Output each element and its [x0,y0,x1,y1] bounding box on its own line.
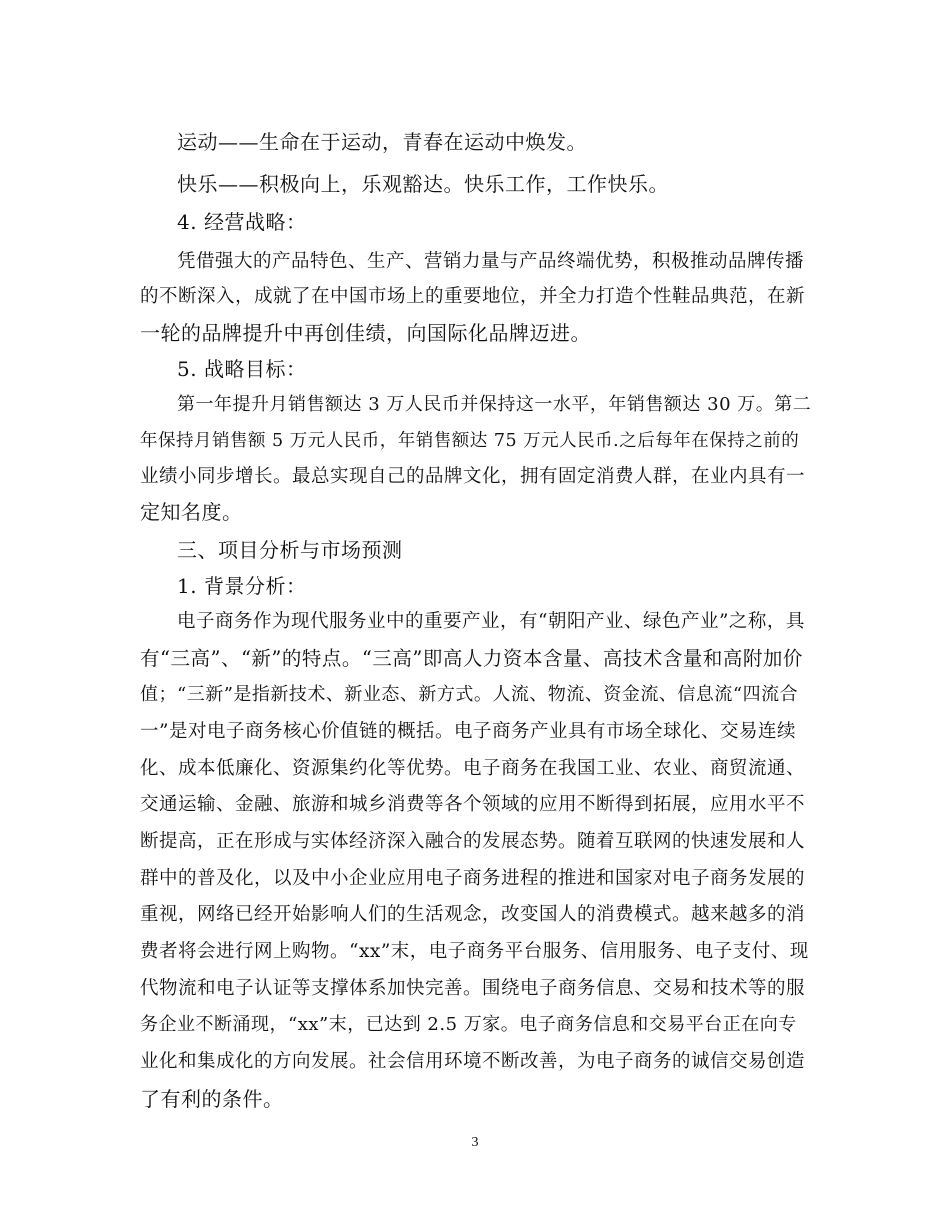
paragraph-line: 快乐——积极向上，乐观豁达。快乐工作，工作快乐。 [177,172,669,196]
section-heading: 4. 经营战略： [177,210,307,234]
paragraph-line: 断提高，正在形成与实体经济深入融合的发展态势。随着互联网的快速发展和人 [140,831,806,852]
paragraph-line: 有“三高”、“新”的特点。“三高”即高人力资本含量、高技术含量和高附加价 [140,647,803,670]
page-number: 3 [471,1135,479,1150]
paragraph-line: 代物流和电子认证等支撑体系加快完善。围绕电子商务信息、交易和技术等的服 [140,978,806,999]
paragraph-line: 电子商务作为现代服务业中的重要产业，有“朝阳产业、绿色产业”之称，具 [177,611,805,632]
section-heading: 三、项目分析与市场预测 [177,538,403,562]
paragraph-line: 定知名度。 [140,500,243,524]
section-heading: 1. 背景分析： [177,574,307,598]
paragraph-line: 业绩小同步增长。最总实现自己的品牌文化，拥有固定消费人群，在业内具有一 [140,466,806,487]
paragraph-line: 第一年提升月销售额达 3 万人民币并保持这一水平，年销售额达 30 万。第二 [177,394,812,415]
paragraph-line: 值；“三新”是指新技术、新业态、新方式。人流、物流、资金流、信息流“四流合 [140,684,799,705]
paragraph-line: 一轮的品牌提升中再创佳绩，向国际化品牌迈进。 [140,321,591,345]
paragraph-line: 化、成本低廉化、资源集约化等优势。电子商务在我国工业、农业、商贸流通、 [140,758,806,779]
paragraph-line: 重视，网络已经开始影响人们的生活观念，改变国人的消费模式。越来越多的消 [140,904,806,925]
paragraph-line: 年保持月销售额 5 万元人民币，年销售额达 75 万元人民币.之后每年在保持之前的 [140,431,800,451]
paragraph-line: 凭借强大的产品特色、生产、营销力量与产品终端优势，积极推动品牌传播 [177,251,805,272]
paragraph-line: 业化和集成化的方向发展。社会信用环境不断改善，为电子商务的诚信交易创造 [140,1051,806,1072]
paragraph-line: 的不断深入，成就了在中国市场上的重要地位，并全力打造个性鞋品典范，在新 [140,286,806,307]
paragraph-line: 了有利的条件。 [140,1087,284,1111]
paragraph-line: 交通运输、金融、旅游和城乡消费等各个领域的应用不断得到拓展，应用水平不 [140,794,806,815]
paragraph-line: 费者将会进行网上购物。“xx”末，电子商务平台服务、信用服务、电子支付、现 [140,941,809,962]
paragraph-line: 群中的普及化，以及中小企业应用电子商务进程的推进和国家对电子商务发展的 [140,868,806,889]
paragraph-line: 运动——生命在于运动，青春在运动中焕发。 [177,130,587,154]
paragraph-line: 务企业不断涌现，“xx”末，已达到 2.5 万家。电子商务信息和交易平台正在向专 [140,1014,797,1035]
paragraph-line: 一”是对电子商务核心价值链的概括。电子商务产业具有市场全球化、交易连续 [140,721,796,742]
section-heading: 5. 战略目标： [177,357,307,381]
